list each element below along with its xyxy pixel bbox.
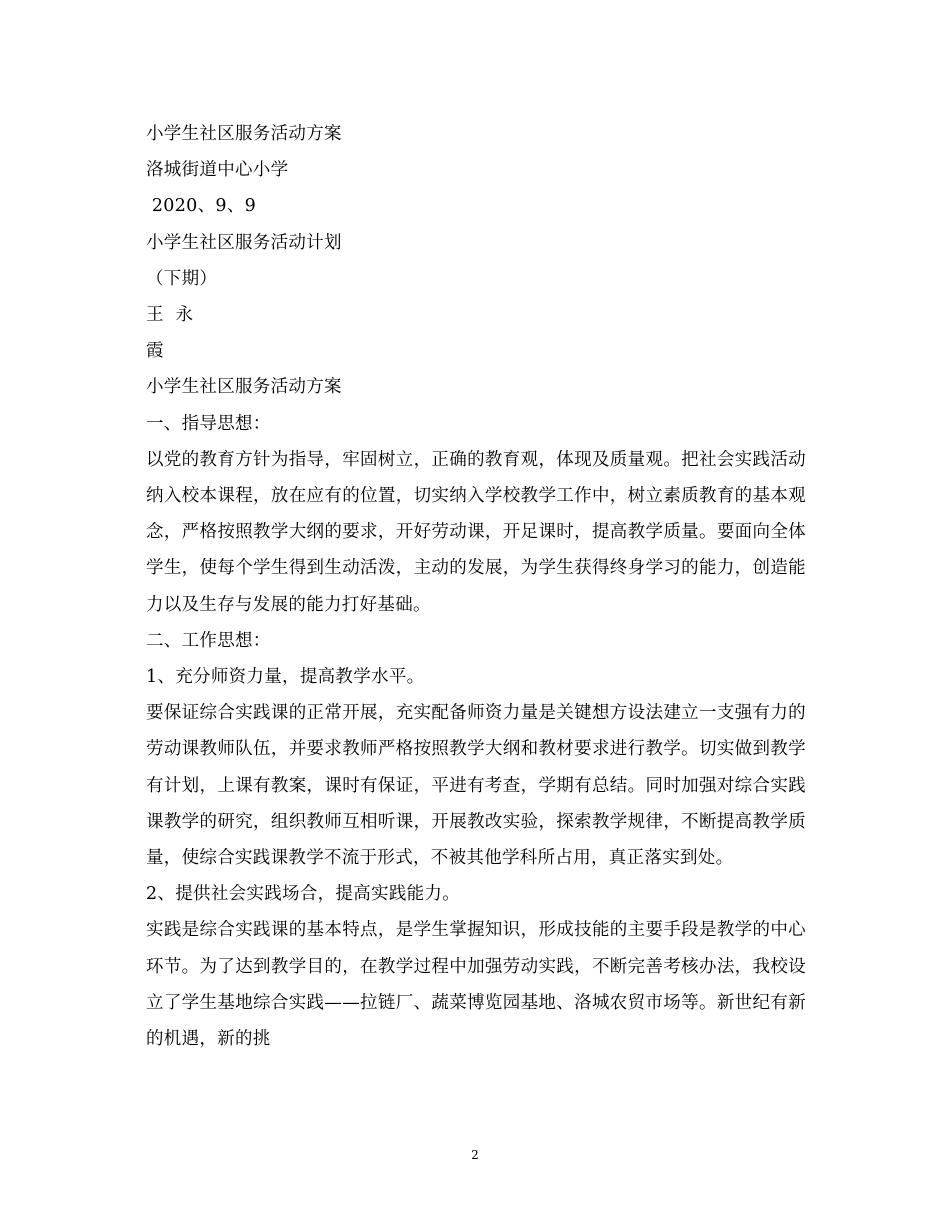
section-title: 小学生社区服务活动方案 <box>146 377 342 398</box>
item2-paragraph: 实践是综合实践课的基本特点，是学生掌握知识，形成技能的主要手段是教学的中心环节。为了达到教学目的，在教学过程中加强劳动实践，不断完善考核办法，我校设立了学生基地综合实践——拉链厂、蔬菜博览园基地、洛城农贸市场等。新世纪有新的机遇，新的挑 <box>146 920 806 1050</box>
author-name-part2: 霞 <box>146 341 164 362</box>
school-name: 洛城街道中心小学 <box>146 160 289 181</box>
document-date: 2020、9、9 <box>146 196 257 217</box>
item2-title: 2、提供社会实践场合，提高实践能力。 <box>146 884 461 905</box>
heading-work-thought: 二、工作思想： <box>146 630 271 651</box>
item1-paragraph: 要保证综合实践课的正常开展，充实配备师资力量是关键想方设法建立一支强有力的劳动课教师队伍，并要求教师严格按照教学大纲和教材要求进行教学。切实做到教学有计划，上课有教案，课时有保证，平进有考查，学期有总结。同时加强对综合实践课教学的研究，组织教师互相听课，开展教改实验，探索教学规律，不断提高教学质量，使综合实践课教学不流于形式，不被其他学科所占用，真正落实到处。 <box>146 703 806 869</box>
cover-title: 小学生社区服务活动方案 <box>146 124 342 144</box>
heading-guiding-thought: 一、指导思想： <box>146 413 271 434</box>
term-label: （下期） <box>146 268 218 289</box>
page-number: 2 <box>471 1148 479 1162</box>
item1-title: 1、充分师资力量，提高教学水平。 <box>146 667 425 688</box>
author-name-part1: 王 永 <box>146 305 194 326</box>
guiding-thought-paragraph: 以党的教育方针为指导，牢固树立，正确的教育观，体现及质量观。把社会实践活动纳入校本课程，放在应有的位置，切实纳入学校教学工作中，树立素质教育的基本观念，严格按照教学大纲的要求，开好劳动课，开足课时，提高教学质量。要面向全体学生，使每个学生得到生动活泼，主动的发展，为学生获得终身学习的能力，创造能力以及生存与发展的能力打好基础。 <box>146 449 806 615</box>
document-body <box>146 116 806 1057</box>
plan-title: 小学生社区服务活动计划 <box>146 232 342 253</box>
